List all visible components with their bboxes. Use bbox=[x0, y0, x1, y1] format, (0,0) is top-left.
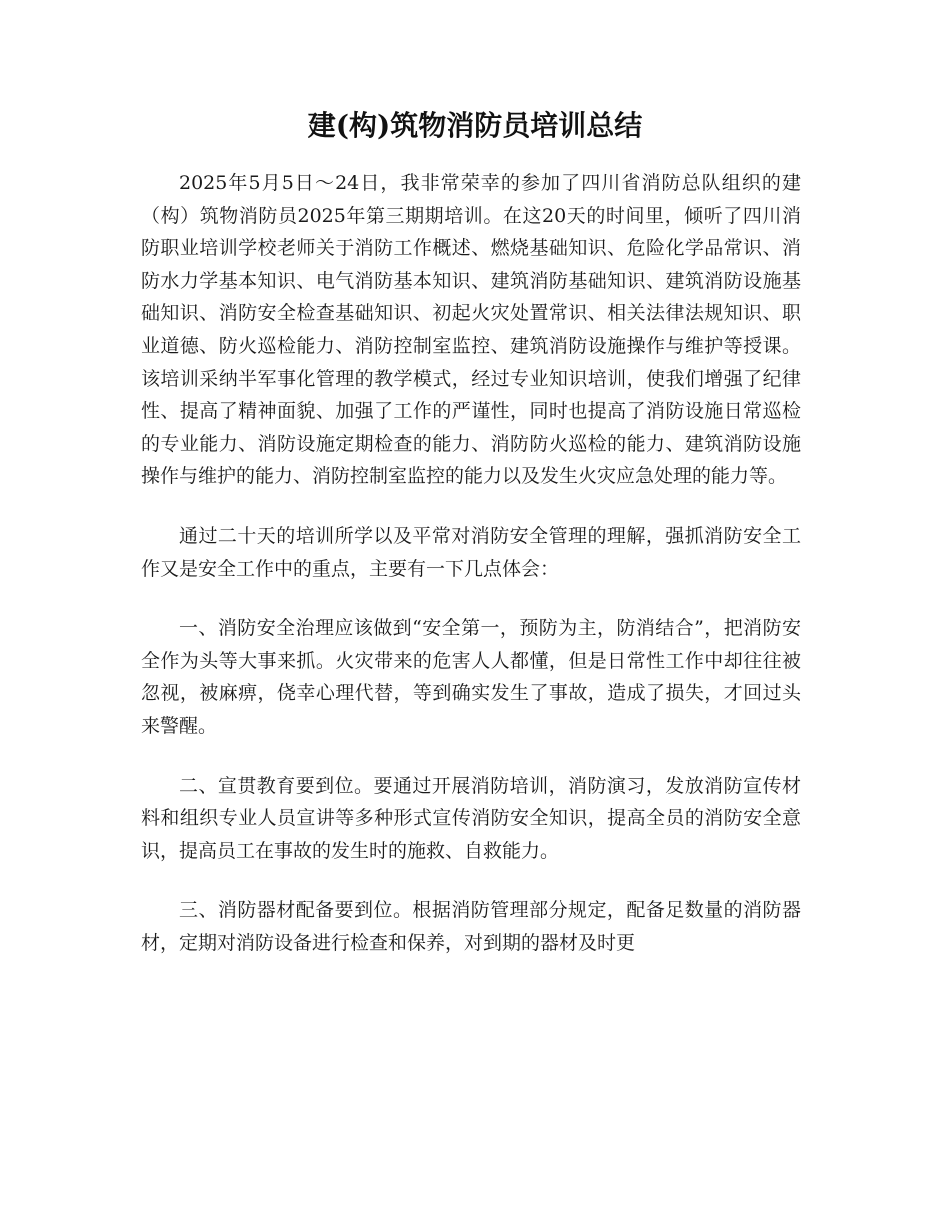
paragraph-intro: 2025年5月5日～24日，我非常荣幸的参加了四川省消防总队组织的建（构）筑物消防员2025年第三期期培训。在这20天的时间里，倾听了四川消防职业培训学校老师关于消防工作概述、燃烧基础知识、危险化学品常识、消防水力学基本知识、电气消防基本知识、建筑消防基础知识、建筑消防设施基础知识、消防安全检查基础知识、初起火灾处置常识、相关法律法规知识、职业道德、防火巡检能力、消防控制室监控、建筑消防设施操作与维护等授课。该培训采纳半军事化管理的教学模式，经过专业知识培训，使我们增强了纪律性、提高了精神面貌、加强了工作的严谨性，同时也提高了消防设施日常巡检的专业能力、消防设施定期检查的能力、消防防火巡检的能力、建筑消防设施操作与维护的能力、消防控制室监控的能力以及发生火灾应急处理的能力等。 bbox=[141, 172, 801, 488]
paragraph-point-three: 三、消防器材配备要到位。根据消防管理部分规定，配备足数量的消防器材，定期对消防设备进行检查和保养，对到期的器材及时更 bbox=[141, 899, 801, 954]
document-body bbox=[141, 167, 801, 986]
page-title: 建(构)筑物消防员培训总结 bbox=[307, 109, 643, 142]
paragraph-point-two: 二、宣贯教育要到位。要通过开展消防培训，消防演习，发放消防宣传材料和组织专业人员宣讲等多种形式宣传消防安全知识，提高全员的消防安全意识，提高员工在事故的发生时的施救、自救能力。 bbox=[141, 774, 801, 862]
paragraph-summary-lead: 通过二十天的培训所学以及平常对消防安全管理的理解，强抓消防安全工作又是安全工作中的重点，主要有一下几点体会： bbox=[141, 524, 801, 580]
paragraph-point-one: 一、消防安全治理应该做到“安全第一，预防为主，防消结合”，把消防安全作为头等大事来抓。火灾带来的危害人人都懂，但是日常性工作中却往往被忽视，被麻痹，侥幸心理代替，等到确实发生了事故，造成了损失，才回过头来警醒。 bbox=[141, 617, 801, 737]
